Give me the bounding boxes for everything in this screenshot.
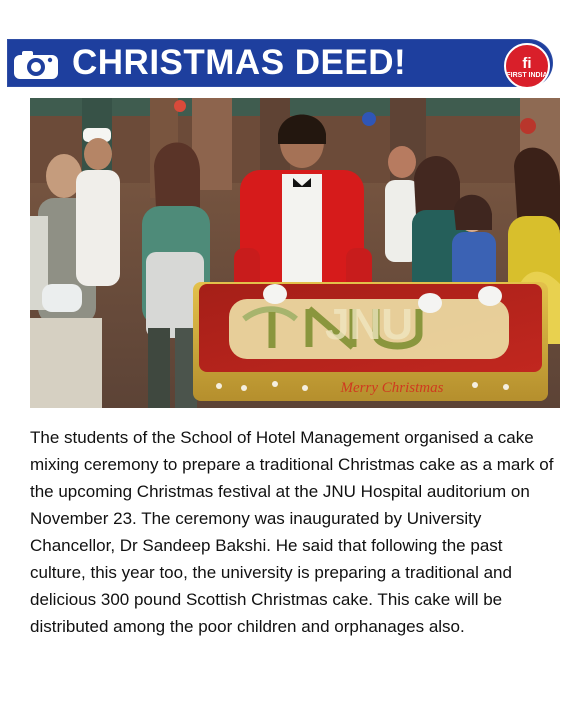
fi-logo-icon <box>518 54 536 72</box>
event-photo-illustration <box>30 98 560 408</box>
page-title: CHRISTMAS DEED! <box>72 43 407 82</box>
article-paragraph: The students of the School of Hotel Management organised a cake mixing ceremony to prepare a traditional Christmas cake as a mark of the upcoming Christmas festival at the JNU Hospital auditorium on November 23. The ceremony was inaugurated by University Chancellor, Dr Sandeep Bakshi. He said that following the past culture, this year too, the university is preparing a traditional and delicious 300 pound Scottish Christmas cake. This cake will be distributed among the poor children and orphanages also. <box>30 428 554 636</box>
logo-text: FIRST INDIA <box>506 72 548 79</box>
svg-text:fi: fi <box>522 55 532 72</box>
cake-decoration-text: Merry Christmas <box>340 380 444 396</box>
camera-icon <box>13 49 59 80</box>
article-body <box>30 424 560 640</box>
event-photo <box>30 98 560 408</box>
cake-text: JNU <box>324 300 414 349</box>
first-india-logo <box>504 43 550 89</box>
